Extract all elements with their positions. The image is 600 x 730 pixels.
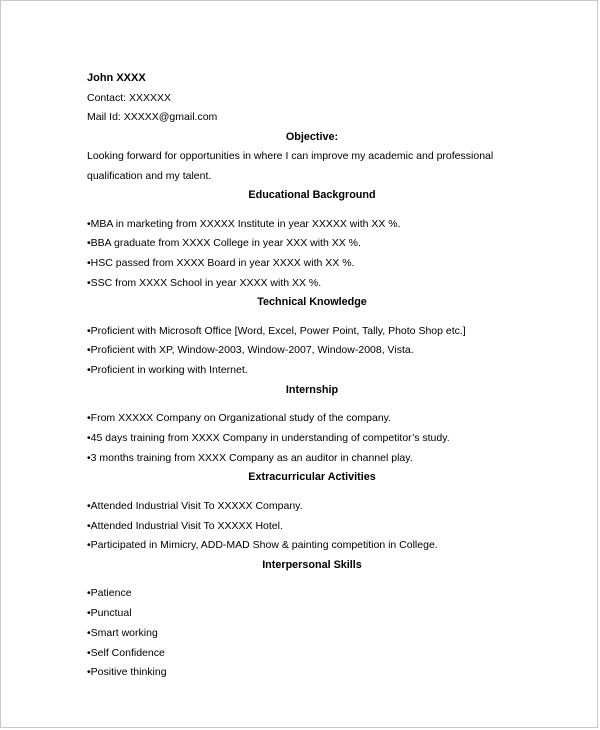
objective-heading: Objective: (285, 130, 339, 143)
education-item: •SSC from XXXX School in year XXXX with XX %. (87, 276, 322, 289)
spacer (87, 400, 537, 409)
mail-line: Mail Id: XXXXX@gmail.com (87, 111, 218, 123)
technical-heading: Technical Knowledge (257, 296, 367, 309)
spacer (87, 575, 537, 584)
internship-item: •3 months training from XXXX Company as an auditor in channel play. (87, 451, 413, 464)
spacer (87, 313, 537, 322)
education-item: •BBA graduate from XXXX College in year XXX with XX %. (87, 237, 361, 250)
spacer (87, 488, 537, 497)
interpersonal-item: •Patience (87, 587, 132, 600)
interpersonal-item: •Punctual (87, 607, 132, 620)
education-item: •HSC passed from XXXX Board in year XXXX with XX %. (87, 256, 355, 269)
extracurricular-heading: Extracurricular Activities (248, 471, 376, 484)
spacer (87, 206, 537, 215)
interpersonal-item: •Self Confidence (87, 646, 165, 659)
technical-item: •Proficient in working with Internet. (87, 364, 248, 377)
interpersonal-item: •Positive thinking (87, 666, 167, 679)
technical-item: •Proficient with XP, Window-2003, Window-2007, Window-2008, Vista. (87, 344, 414, 357)
contact-line: Contact: XXXXXX (87, 91, 172, 104)
internship-heading: Internship (285, 383, 339, 396)
interpersonal-item: •Smart working (87, 626, 158, 639)
education-item: •MBA in marketing from XXXXX Institute in year XXXXX with XX %. (87, 217, 401, 230)
education-heading: Educational Background (248, 189, 376, 201)
extracurricular-item: •Attended Industrial Visit To XXXXX Hotel. (87, 519, 283, 532)
technical-item: •Proficient with Microsoft Office [Word, Excel, Power Point, Tally, Photo Shop etc.] (87, 324, 466, 337)
resume-content (87, 69, 537, 683)
extracurricular-item: •Attended Industrial Visit To XXXXX Company. (87, 499, 303, 512)
internship-item: •45 days training from XXXX Company in understanding of competitor’s study. (87, 432, 450, 444)
extracurricular-item: •Participated in Mimicry, ADD-MAD Show & painting competition in College. (87, 539, 438, 552)
objective-text: Looking forward for opportunities in where I can improve my academic and professional qualification and my talent. (87, 150, 494, 182)
interpersonal-heading: Interpersonal Skills (262, 558, 362, 571)
candidate-name: John XXXX (87, 72, 146, 84)
internship-item: •From XXXXX Company on Organizational study of the company. (87, 412, 392, 425)
